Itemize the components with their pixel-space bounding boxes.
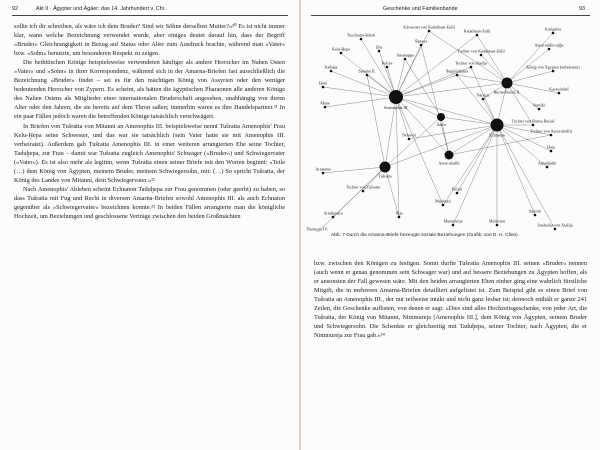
network-node [550, 150, 553, 153]
network-node [378, 50, 381, 53]
network-node-label: Keliya [381, 60, 393, 66]
network-node-label: Artašumara [323, 210, 343, 216]
network-node [552, 32, 555, 35]
network-node [538, 108, 541, 111]
network-node-label: Tochter von Kadašman-Enlil [457, 48, 505, 54]
network-node [322, 86, 325, 89]
network-edge [449, 125, 497, 155]
network-edge [323, 167, 385, 173]
network-edge [409, 125, 497, 139]
network-node-label: Mane [320, 100, 330, 106]
network-node-label: Kelu-Ḫepa [332, 46, 350, 52]
network-node-label: Amanappa [396, 52, 414, 58]
network-node [482, 98, 485, 101]
network-edge [396, 35, 477, 97]
network-node [496, 224, 499, 227]
figure-caption: Abb. 7 Durch die Amarna-Briefe bezeugte soziale Beziehungen (Grafik: von D. H. Cline). [331, 233, 519, 238]
network-node-label: Narsuzi [476, 92, 490, 98]
network-node [442, 204, 445, 207]
network-node-label: Tochter von Tušratta [346, 184, 380, 190]
network-node-label: Masibutti [435, 198, 451, 204]
network-node-label: Nija [395, 210, 403, 216]
page-number-right: 93 [579, 6, 585, 12]
network-hub-node [445, 151, 454, 160]
network-node-label: Kalbaja [324, 64, 338, 70]
network-edge [481, 55, 507, 83]
network-edge [507, 71, 553, 83]
running-header-right: Geschenke und Familienbande [383, 6, 458, 12]
network-edge [453, 125, 497, 225]
network-node-label: Nefertiti [402, 132, 416, 138]
network-node [558, 92, 561, 95]
network-node-label: Hani [319, 80, 327, 86]
network-node-label: Sutarna II. [358, 68, 376, 74]
network-node [480, 54, 483, 57]
network-hub-node [437, 113, 445, 121]
network-node-label: Aziru [436, 122, 446, 127]
network-node [428, 30, 431, 33]
network-node [362, 190, 365, 193]
network-node-label: Mutemwija [443, 218, 463, 224]
network-node-label: Jatahaliar von Alašija [537, 222, 573, 228]
network-node-label: Tochter von Aṣṣur-uballiṭ [530, 128, 572, 134]
network-node [386, 66, 389, 69]
network-node-label: Kadašman-Enlil [463, 28, 491, 34]
network-node-label: Tochter von Alašija [455, 60, 487, 66]
paragraph: sollte ich dir schreiben, als wäre ich dein Bruder? Sind wir Söhne derselben Mutter?«²⁰ Es ist nicht immer klar, wann welche Bezeichnung verwendet wurde, aber einiges deutet darauf hin, dass der Begriff »Bruder« Gleichrangigkeit in Bezug auf Status oder Alter zum Ausdruck brachte, während man »Vater« bzw. »Sohn« benutzte, um besonderen Respekt zu zeigen. [14, 23, 285, 58]
paragraph: Nach Amenophis' Ableben scheint Echnaton Taduḫepa zur Frau genommen (oder geerbt) zu haben, so dass Tušratta mit Fug und Recht in diversen Amarna-Briefen sowohl Amenophis III. als auch Echnaton gegenüber als »Schwiegervater« bezeichnen konnte.²³ In beiden Fällen arrangierte man die königliche Hochzeit, um Beziehungen und geschlossene Verträge zwischen den beiden Großmächten [14, 185, 285, 220]
page-number-left: 92 [12, 6, 18, 12]
right-body-text [314, 259, 587, 340]
network-node [554, 228, 557, 231]
network-edge [396, 97, 497, 125]
network-node [324, 106, 327, 109]
network-edge [507, 33, 553, 83]
network-hub-node [380, 162, 391, 173]
left-body-text [14, 22, 285, 221]
network-edge [429, 28, 507, 83]
network-node [404, 58, 407, 61]
network-node-label: Aṣṣur-nādin-aḫḫe [534, 42, 564, 48]
network-node [330, 70, 333, 73]
network-node-label: Šipṭaya [414, 38, 428, 44]
network-edge [497, 125, 535, 215]
network-edge [331, 68, 396, 97]
network-node-label: Mešrirton [488, 218, 506, 224]
network-node [322, 172, 325, 175]
header-rule-right [311, 15, 590, 16]
network-node-label: Artatama [315, 166, 331, 172]
running-header-left: Akt II · Ägypter und Ägäer: das 14. Jahrhundert v. Chr. [36, 6, 166, 12]
network-node [532, 124, 535, 127]
network-node [552, 70, 555, 73]
network-node-label: Thumosis IV. [306, 226, 328, 232]
network-node [408, 138, 411, 141]
network-node [476, 34, 479, 37]
network-node [398, 216, 401, 219]
network-edge [385, 117, 441, 167]
network-edge [457, 75, 497, 125]
network-hub-node [502, 78, 513, 89]
network-edge [367, 75, 385, 167]
network-edge [441, 117, 497, 125]
network-node [548, 48, 551, 51]
paragraph: Die hethitischen Könige beispielsweise verwendeten häufiger als andere Herrscher im Nahen Osten »Vater« und »Sohn« in ihrer Korrespondenz, während sich in der Amarna-Briefen fast ausschließlich die Bezeichnung »Bruder« findet – sei es für den mächtigen König von Assyrien oder den weniger bedeutenden Herrscher von Zypern. Es scheint, als hätten die ägyptischen Pharaonen alle anderen Könige des Nahen Ostens als Mitglieder einer internationalen Bruderschaft angesehen, unabhängig von ihrem Alter oder den Jahren, die sie bereits auf dem Thron saßen; immerhin waren es ihre Handelspartner.²¹ In ein paar Fällen jedoch waren die betreffenden Könige tatsächlich verschwägert. [14, 59, 285, 121]
network-node-label: Assur-uballit [438, 160, 460, 166]
network-node-label: Karawindaš [549, 86, 569, 92]
network-edge [497, 125, 555, 229]
network-edge [396, 83, 507, 97]
network-node-label: Burna-Buriaš II. [493, 89, 521, 95]
network-node [550, 134, 553, 137]
network-node [340, 52, 343, 55]
network-node-label: Schwester von Kadašman-Enlil [403, 24, 455, 30]
network-edge [449, 132, 551, 155]
network-hub-node [491, 119, 504, 132]
network-node [452, 224, 455, 227]
network-node [420, 44, 423, 47]
network-node-label: Amanḫatbi [537, 160, 557, 166]
right-page [301, 0, 600, 450]
network-edge [477, 35, 507, 83]
network-node-label: Sumiki [533, 102, 545, 108]
network-node-label: Kurigalzu [544, 26, 562, 32]
network-node-label: Amenophis III. [383, 105, 409, 110]
network-node-label: Tochter von Burna-Buriaš [511, 118, 555, 124]
network-node-label: Tušratta [378, 173, 392, 179]
network-node-label: Tuschratta-deheb [346, 32, 376, 38]
left-page [0, 0, 299, 450]
network-node [534, 214, 537, 217]
network-node-label: Šuppiluliuma [445, 68, 469, 74]
network-node-label: Pirizzi [451, 186, 463, 192]
paragraph: In Briefen von Tušratta von Mitanni an Amenophis III. beispielsweise nennt Tušratta Amenophis' Frau Kelu-Ḫepa seine Schwester, und das war sie tatsächlich (sein Vater hatte sie mit Amenophis III. verheiratet). Außerdem gab Tušratta Amenophis III. in einer weiteren arrangierten Ehe seine Tochter, Taduḫepa, zur Frau – damit war Tušratta zugleich Amenophis' Schwager (»Bruder«) und Schwiegervater (»Vater«). Es ist also mehr als legitim, wenn Tušratta einen seiner Briefe mit den Worten beginnt: »Teile (…) dem König von Ägypten, meinem Bruder, meinem Schwiegersohn, mit: (…) So spricht Tušratta, der König des Landes von Mitanni, dein Schwiegervater.«²² [14, 122, 285, 184]
network-node [332, 216, 335, 219]
network-node [456, 74, 459, 77]
network-node-label: Echnaton [489, 132, 505, 138]
network-node [470, 66, 473, 69]
network-node-label: Haja [547, 144, 555, 150]
paragraph: bzw. zwischen den Königen zu festigen. Somit durfte Tušratta Amenophis III. seinen »Bruder« nennen (auch wenn er genau genommen sein Schwager war) und auf bessere Beziehungen zu Ägypten hoffen, als er ansonsten der Fall gewesen wäre. Mit den beiden arrangierten Ehen einher ging eine wahrlich fürstliche Mitgift, die in mehreren Amarna-Briefen detailliert aufgelistet ist. Zum Beispiel gibt es einen Brief von Tušratta an Amenophis III., der nur teilweise intakt und nicht ganz lesbar ist; dennoch enthält er ganze 241 Zeilen, die Geschenke auflisten, von denen er sagt: »Dies sind alles Hochzeitsgeschenke, von jeder Art, die Tušratta, der König von Mitanni, Nimmureja [Amenophis III.], dem König von Ägypten, seinem Bruder und Schwiegersohn. Die Schenkte er gleichzeitig mit Taduḫepa, seiner Tochter, nach Ägypten, die er Nimmureja zur Frau gab.«²⁴ [314, 260, 587, 340]
network-node [456, 192, 459, 195]
network-edge [405, 59, 441, 117]
network-node [366, 74, 369, 77]
network-edge [421, 45, 449, 155]
network-node-label: Zita [375, 44, 383, 50]
network-edge [457, 75, 507, 83]
network-node-label: Sumitti [528, 208, 542, 214]
social-network-figure [301, 17, 600, 232]
network-hub-node [389, 90, 403, 104]
network-node [546, 166, 549, 169]
header-rule-left [12, 15, 288, 16]
network-node [360, 38, 363, 41]
network-node-label: König von Ägypten (unbekannt) [526, 64, 580, 70]
